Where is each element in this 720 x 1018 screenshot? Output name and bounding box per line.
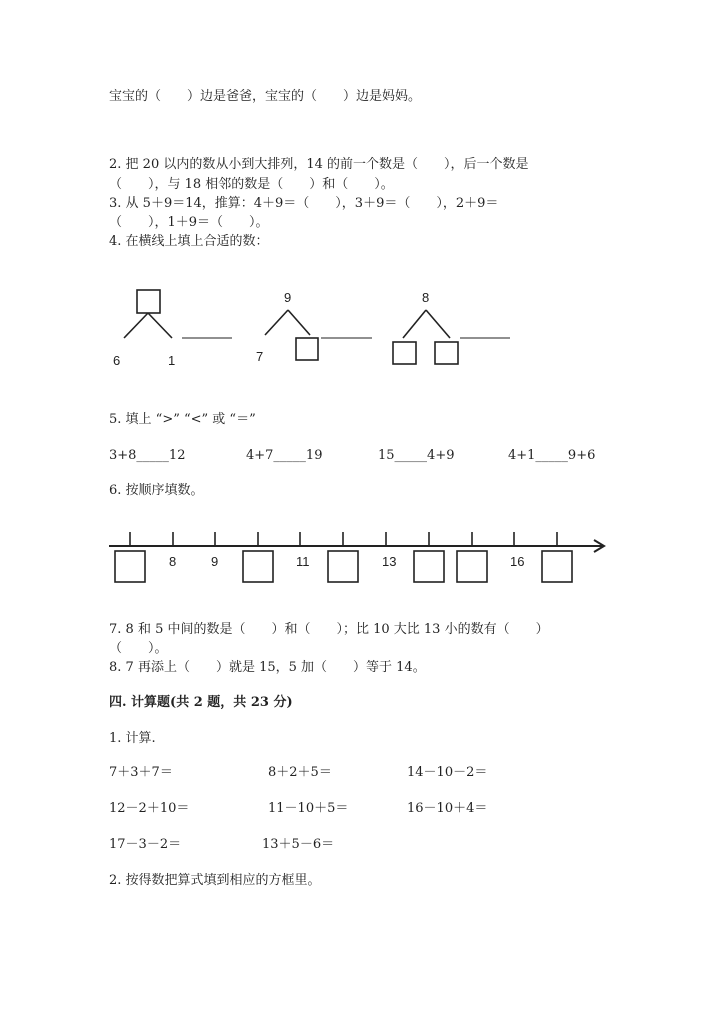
calc-item: 12－2＋10＝ bbox=[109, 801, 190, 816]
calc2-title: 2. 按得数把算式填到相应的方框里。 bbox=[109, 873, 321, 888]
tick-label: 11 bbox=[296, 554, 310, 569]
compare-item: 3+8_____12 bbox=[109, 448, 186, 463]
answer-box bbox=[137, 290, 160, 313]
calc-item: 8＋2＋5＝ bbox=[268, 765, 332, 780]
bond-top-number: 9 bbox=[284, 290, 292, 305]
answer-box bbox=[115, 551, 145, 582]
calc-item: 11－10＋5＝ bbox=[268, 801, 349, 816]
number-bond-2 bbox=[256, 290, 372, 364]
answer-box bbox=[435, 342, 458, 364]
answer-box bbox=[414, 551, 444, 582]
answer-box bbox=[328, 551, 358, 582]
number-line bbox=[109, 532, 604, 582]
calc-item: 16－10＋4＝ bbox=[407, 801, 488, 816]
answer-box bbox=[393, 342, 416, 364]
answer-box bbox=[457, 551, 487, 582]
tick-label: 16 bbox=[510, 554, 525, 569]
question-1-tail: 宝宝的（ ）边是爸爸，宝宝的（ ）边是妈妈。 bbox=[109, 89, 422, 104]
question-3-line1: 3. 从 5＋9＝14，推算：4＋9＝（ ），3＋9＝（ ），2＋9＝ bbox=[109, 196, 499, 211]
question-4-title: 4. 在横线上填上合适的数： bbox=[109, 234, 269, 249]
answer-box bbox=[243, 551, 273, 582]
bond-right-number: 1 bbox=[168, 353, 176, 368]
question-2-line1: 2. 把 20 以内的数从小到大排列，14 的前一个数是（ ），后一个数是 bbox=[109, 157, 529, 172]
question-5-title: 5. 填上 “>” “<” 或 “＝” bbox=[109, 412, 256, 427]
question-6-title: 6. 按顺序填数。 bbox=[109, 483, 204, 498]
bond-top-number: 8 bbox=[422, 290, 430, 305]
question-8: 8. 7 再添上（ ）就是 15，5 加（ ）等于 14。 bbox=[109, 660, 426, 675]
calc-item: 13＋5－6＝ bbox=[262, 837, 335, 852]
tick-label: 8 bbox=[169, 554, 177, 569]
compare-item: 4+1_____9+6 bbox=[508, 448, 596, 463]
bond-left-number: 7 bbox=[256, 349, 264, 364]
question-7-line1: 7. 8 和 5 中间的数是（ ）和（ ）；比 10 大比 13 小的数有（ ） bbox=[109, 622, 549, 637]
question-2-line2: （ ），与 18 相邻的数是（ ）和（ ）。 bbox=[109, 177, 394, 192]
answer-box bbox=[542, 551, 572, 582]
question-7-line2: （ ）。 bbox=[109, 641, 168, 656]
calc-item: 7＋3＋7＝ bbox=[109, 765, 173, 780]
tick-label: 9 bbox=[211, 554, 219, 569]
answer-box bbox=[296, 338, 318, 360]
number-bond-1 bbox=[113, 290, 232, 368]
section-heading: 四. 计算题(共 2 题，共 23 分) bbox=[109, 695, 293, 710]
tick-label: 13 bbox=[382, 554, 397, 569]
bond-left-number: 6 bbox=[113, 353, 121, 368]
compare-item: 15_____4+9 bbox=[378, 448, 455, 463]
calc-title: 1. 计算. bbox=[109, 731, 156, 746]
number-bond-3 bbox=[393, 290, 510, 364]
compare-item: 4+7_____19 bbox=[246, 448, 323, 463]
calc-item: 17－3－2＝ bbox=[109, 837, 182, 852]
question-3-line2: （ ），1＋9＝（ ）。 bbox=[109, 215, 269, 230]
calc-item: 14－10－2＝ bbox=[407, 765, 488, 780]
